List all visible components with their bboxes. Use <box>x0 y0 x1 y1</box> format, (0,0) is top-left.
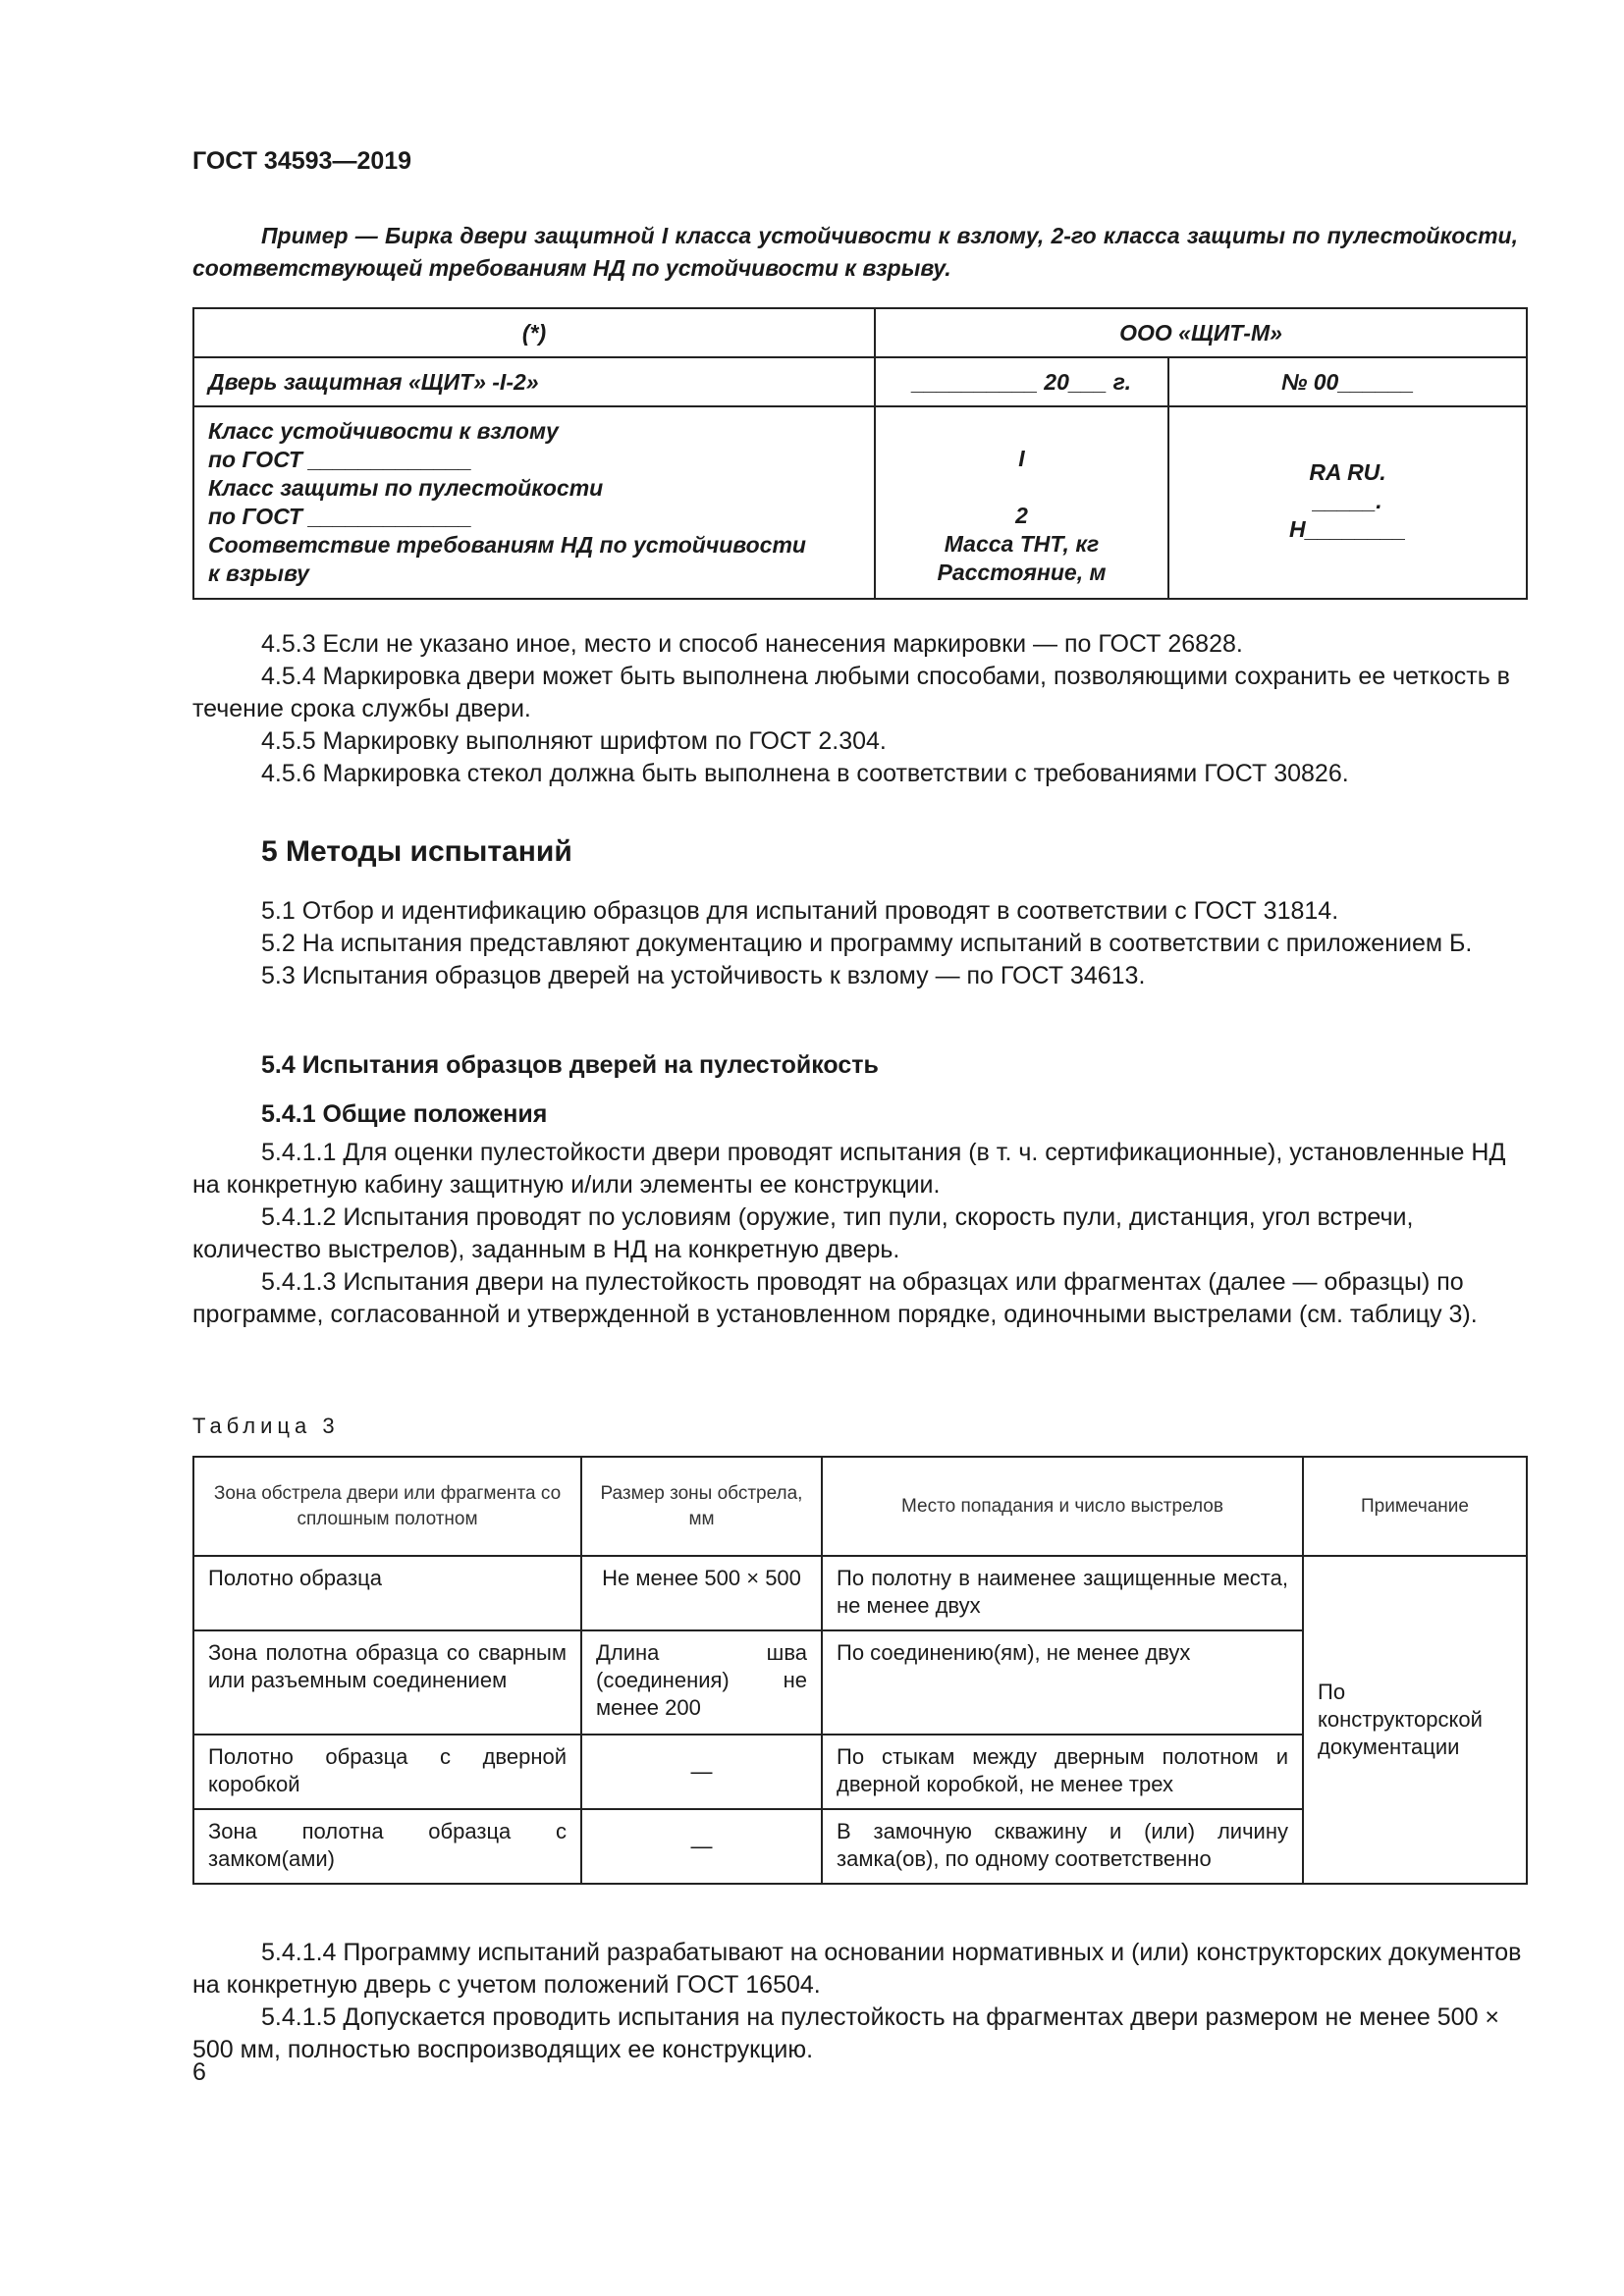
table-3-header-zone: Зона обстрела двери или фрагмента со сплошным полотном <box>193 1457 581 1556</box>
table-cell: В замочную скважину и (или) личину замка(ов), по одному соответственно <box>822 1809 1303 1884</box>
page-number: 6 <box>192 2058 206 2086</box>
table-cell: По стыкам между дверным полотном и дверной коробкой, не менее трех <box>822 1735 1303 1809</box>
table-cell: Зона полотна образца со сварным или разъемным соединением <box>193 1630 581 1735</box>
tag-value-ballistic: 2 <box>1015 503 1028 528</box>
table-3-caption: Таблица 3 <box>192 1414 340 1438</box>
document-header: ГОСТ 34593—2019 <box>192 147 412 175</box>
table-3-header-note: Примечание <box>1303 1457 1527 1556</box>
paragraph-5-4-1-3: 5.4.1.3 Испытания двери на пулестойкость проводят на образцах или фрагментах (далее — образцы) по программе, согласованной и утвержденной в установленном порядке, одиночными выстрелами (см. таблицу 3). <box>192 1268 1478 1328</box>
table-cell: По полотну в наименее защищенные места, не менее двух <box>822 1556 1303 1630</box>
tag-cell-classes <box>193 406 875 599</box>
table-cell: Полотно образца <box>193 1556 581 1630</box>
example-text: Пример — Бирка двери защитной I класса устойчивости к взлому, 2-го класса защиты по пулестойкости, соответствующей требованиям НД по устойчивости к взрыву. <box>192 223 1518 281</box>
table-3 <box>192 1456 1528 1885</box>
paragraph-5-3: 5.3 Испытания образцов дверей на устойчивость к взлому — по ГОСТ 34613. <box>261 962 1146 989</box>
paragraph-4-5-3: 4.5.3 Если не указано иное, место и способ нанесения маркировки — по ГОСТ 26828. <box>261 630 1243 658</box>
table-3-note: По конструкторской документации <box>1303 1556 1527 1884</box>
tag-class-line: Класс защиты по пулестойкости <box>208 475 604 501</box>
tag-cell-number: № 00______ <box>1168 357 1527 406</box>
table-cell: Зона полотна образца с замком(ами) <box>193 1809 581 1884</box>
table-cell: Длина шва (соединения) не менее 200 <box>581 1630 822 1735</box>
tag-class-line: Класс устойчивости к взлому <box>208 418 559 444</box>
tag-value-tnt: Масса ТНТ, кг <box>944 531 1100 557</box>
paragraph-5-4-1-1: 5.4.1.1 Для оценки пулестойкости двери проводят испытания (в т. ч. сертификационные), установленные НД на конкретную кабину защитную и/или элементы ее конструкции. <box>192 1139 1506 1199</box>
paragraph-5-2: 5.2 На испытания представляют документацию и программу испытаний в соответствии с приложением Б. <box>261 930 1473 957</box>
paragraph-5-4-1-5: 5.4.1.5 Допускается проводить испытания на пулестойкость на фрагментах двери размером не менее 500 × 500 мм, полностью воспроизводящих ее конструкцию. <box>192 2003 1500 2063</box>
paragraph-4-5-5: 4.5.5 Маркировку выполняют шрифтом по ГОСТ 2.304. <box>261 727 887 755</box>
table-3-header-size: Размер зоны обстрела, мм <box>581 1457 822 1556</box>
tag-class-line: по ГОСТ _____________ <box>208 504 472 529</box>
tag-class-line: Соответствие требованиям НД по устойчивости <box>208 532 806 558</box>
tag-value-burglary: I <box>1018 446 1025 471</box>
tag-cell-certificate <box>1168 406 1527 599</box>
paragraph-5-4-1-4: 5.4.1.4 Программу испытаний разрабатывают на основании нормативных и (или) конструкторских документов на конкретную дверь с учетом положений ГОСТ 16504. <box>192 1939 1522 1999</box>
table-cell: Не менее 500 × 500 <box>581 1556 822 1630</box>
section-5-title: 5 Методы испытаний <box>261 835 572 868</box>
paragraphs-program <box>192 1937 1525 2066</box>
tag-class-line: к взрыву <box>208 561 309 586</box>
table-3-header-place: Место попадания и число выстрелов <box>822 1457 1303 1556</box>
tag-cell-values <box>875 406 1168 599</box>
paragraph-4-5-4: 4.5.4 Маркировка двери может быть выполнена любыми способами, позволяющими сохранить ее четкость в течение срока службы двери. <box>192 663 1510 722</box>
paragraph-4-5-6: 4.5.6 Маркировка стекол должна быть выполнена в соответствии с требованиями ГОСТ 30826. <box>261 760 1349 787</box>
paragraphs-5-4-1 <box>192 1137 1525 1331</box>
table-cell: — <box>581 1735 822 1809</box>
tag-cert-h: Н________ <box>1289 516 1406 542</box>
tag-cert-ra: RA RU. <box>1309 459 1386 485</box>
tag-table <box>192 307 1528 600</box>
table-row <box>193 1556 1527 1630</box>
tag-cell-product: Дверь защитная «ЩИТ» -I-2» <box>193 357 875 406</box>
table-cell: Полотно образца с дверной коробкой <box>193 1735 581 1809</box>
paragraph-5-4-1-2: 5.4.1.2 Испытания проводят по условиям (оружие, тип пули, скорость пули, дистанция, угол встречи, количество выстрелов), заданным в НД на конкретную дверь. <box>192 1203 1414 1263</box>
paragraphs-section-5 <box>192 895 1525 992</box>
subsection-5-4-title: 5.4 Испытания образцов дверей на пулестойкость <box>261 1051 879 1079</box>
paragraphs-marking <box>192 628 1525 790</box>
tag-cell-manufacturer: ООО «ЩИТ-М» <box>875 308 1527 357</box>
tag-cell-marking: (*) <box>193 308 875 357</box>
tag-value-distance: Расстояние, м <box>937 560 1107 585</box>
paragraph-5-1: 5.1 Отбор и идентификацию образцов для испытаний проводят в соответствии с ГОСТ 31814. <box>261 897 1339 925</box>
tag-cell-date: __________ 20___ г. <box>875 357 1168 406</box>
table-cell: — <box>581 1809 822 1884</box>
subsection-5-4-1-title: 5.4.1 Общие положения <box>261 1100 548 1128</box>
tag-class-line: по ГОСТ _____________ <box>208 447 472 472</box>
tag-cert-blank: _____. <box>1313 488 1382 513</box>
table-cell: По соединению(ям), не менее двух <box>822 1630 1303 1735</box>
